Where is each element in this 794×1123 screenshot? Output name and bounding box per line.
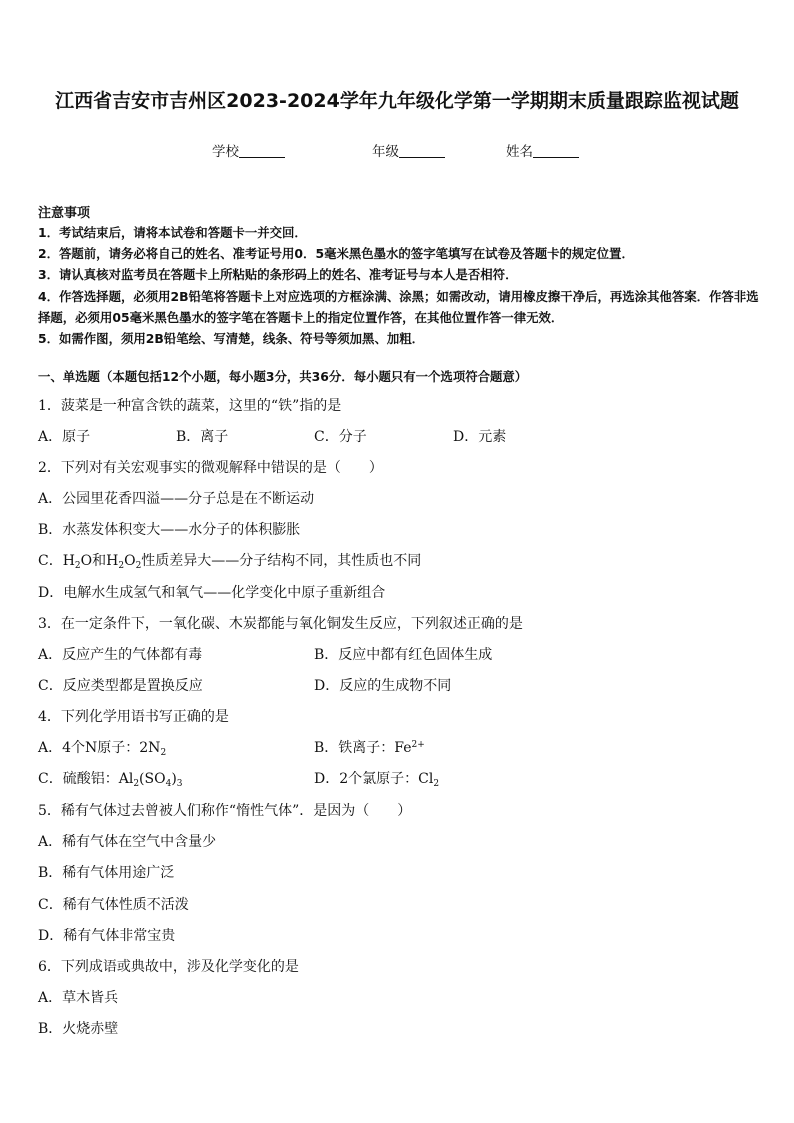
q5-option-a[interactable]: A．稀有气体在空气中含量少	[38, 834, 217, 850]
name-field[interactable]	[506, 140, 579, 160]
q6-option-b[interactable]: B．火烧赤壁	[38, 1021, 119, 1037]
q2-option-d[interactable]: D．电解水生成氢气和氧气——化学变化中原子重新组合	[38, 585, 386, 601]
q2-c-text: 性质差异大——分子结构不同，其性质也不同	[141, 553, 422, 569]
q4-c-text: )	[171, 771, 177, 787]
notice-item: 3．请认真核对监考员在答题卡上所粘贴的条形码上的姓名、准考证号与本人是否相符．	[38, 267, 518, 283]
q2-option-c[interactable]	[38, 550, 421, 571]
subscript: 2	[433, 779, 440, 789]
q4-a-text: A．4个N原子：2N	[38, 740, 161, 756]
q4-option-c[interactable]	[38, 768, 183, 789]
q4-d-text: D．2个氯原子：Cl	[314, 771, 434, 787]
school-label: 学校	[212, 144, 239, 160]
notice-item: 2．答题前，请务必将自己的姓名、准考证号用0．5毫米黑色墨水的签字笔填写在试卷及答题卡的规定位置．	[38, 246, 634, 262]
q2-c-text: C．H	[38, 553, 75, 569]
subscript: 3	[176, 779, 183, 789]
grade-blank	[399, 143, 445, 158]
q2-option-b[interactable]: B．水蒸发体积变大——水分子的体积膨胀	[38, 522, 301, 538]
school-blank	[239, 143, 285, 158]
q4-option-b[interactable]	[314, 737, 425, 757]
subscript: 2	[74, 561, 81, 571]
q3-option-b[interactable]: B．反应中都有红色固体生成	[314, 647, 493, 663]
q1-option-d[interactable]: D．元素	[453, 429, 507, 445]
q3-option-c[interactable]: C．反应类型都是置换反应	[38, 678, 203, 694]
q1-option-a[interactable]: A．原子	[38, 429, 91, 445]
q2-c-text: O和H	[80, 553, 119, 569]
grade-field[interactable]	[372, 140, 445, 160]
q5-stem: 5．稀有气体过去曾被人们称作“惰性气体”．是因为（ ）	[38, 803, 412, 819]
q4-c-text: (SO	[139, 771, 166, 787]
subscript: 2	[160, 748, 167, 758]
q2-option-a[interactable]: A．公园里花香四溢——分子总是在不断运动	[38, 491, 315, 507]
subscript: 2	[135, 561, 142, 571]
q1-option-c[interactable]: C．分子	[314, 429, 367, 445]
q6-stem: 6．下列成语或典故中，涉及化学变化的是	[38, 959, 299, 975]
notice-list	[38, 222, 760, 349]
q6-option-a[interactable]: A．草木皆兵	[38, 990, 119, 1006]
school-field[interactable]	[212, 140, 285, 160]
q5-option-b[interactable]: B．稀有气体用途广泛	[38, 865, 175, 881]
subscript: 2	[118, 561, 125, 571]
subscript: 4	[165, 779, 172, 789]
notice-item: 4．作答选择题，必须用2B铅笔将答题卡上对应选项的方框涂满、涂黑；如需改动，请用橡皮擦干净后，再选涂其他答案．作答非选择题，必须用05毫米黑色墨水的签字笔在答题卡上的指定位置作答，在其他位置作答一律无效．	[38, 288, 759, 325]
q1-option-b[interactable]: B．离子	[176, 429, 229, 445]
q4-option-d[interactable]	[314, 768, 439, 789]
q2-stem: 2．下列对有关宏观事实的微观解释中错误的是（ ）	[38, 460, 383, 476]
q5-option-d[interactable]: D．稀有气体非常宝贵	[38, 928, 176, 944]
q4-c-text: C．硫酸铝：Al	[38, 771, 134, 787]
notice-item: 1．考试结束后，请将本试卷和答题卡一并交回．	[38, 225, 307, 240]
section-title: 一、单选题（本题包括12个小题，每小题3分，共36分．每小题只有一个选项符合题意）	[38, 369, 528, 384]
exam-title: 江西省吉安市吉州区2023-2024学年九年级化学第一学期期末质量跟踪监视试题	[55, 90, 739, 112]
q3-stem: 3．在一定条件下，一氧化碳、木炭都能与氧化铜发生反应，下列叙述正确的是	[38, 616, 523, 632]
q4-stem: 4．下列化学用语书写正确的是	[38, 709, 229, 725]
subscript: 2	[133, 779, 140, 789]
notice-heading: 注意事项	[38, 206, 91, 221]
q4-option-a[interactable]	[38, 737, 166, 758]
q1-stem: 1．菠菜是一种富含铁的蔬菜，这里的“铁”指的是	[38, 398, 342, 414]
grade-label: 年级	[372, 144, 399, 160]
superscript: 2+	[411, 740, 425, 750]
q5-option-c[interactable]: C．稀有气体性质不活泼	[38, 897, 189, 913]
q4-b-text: B．铁离子：Fe	[314, 740, 412, 756]
name-label: 姓名	[506, 144, 533, 160]
q3-option-d[interactable]: D．反应的生成物不同	[314, 678, 452, 694]
notice-item: 5．如需作图，须用2B铅笔绘、写清楚，线条、符号等须加黑、加粗．	[38, 331, 425, 347]
q3-option-a[interactable]: A．反应产生的气体都有毒	[38, 647, 203, 663]
name-blank	[533, 143, 579, 158]
q2-c-text: O	[124, 553, 136, 569]
